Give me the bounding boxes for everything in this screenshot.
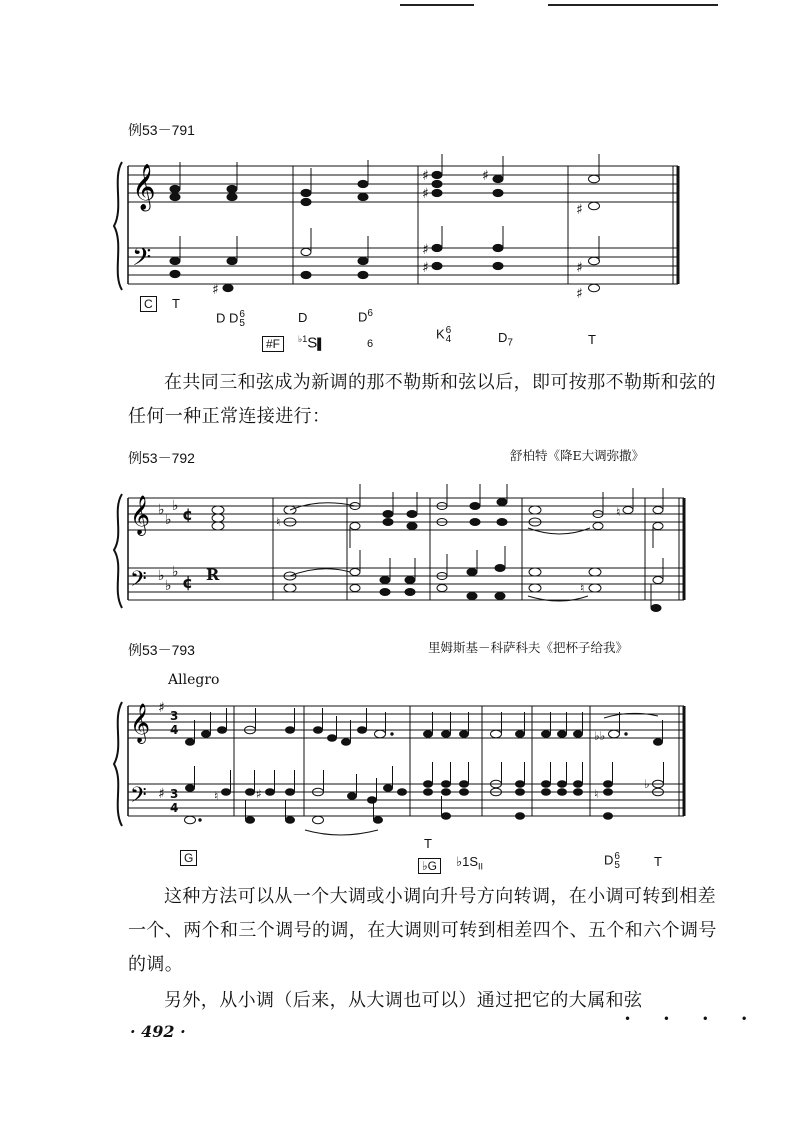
header-rule-left <box>400 4 474 6</box>
analysis-k64: K6 4 <box>436 325 452 345</box>
svg-text:♭: ♭ <box>158 568 165 584</box>
svg-text:♮: ♮ <box>594 787 599 801</box>
svg-text:4: 4 <box>170 801 179 815</box>
key-box-f-sharp: #F <box>262 336 284 352</box>
svg-text:R: R <box>206 565 220 584</box>
svg-text:¢: ¢ <box>182 573 194 592</box>
svg-text:♯: ♯ <box>256 787 262 801</box>
svg-text:♭: ♭ <box>172 564 179 580</box>
example-label-792: 例53－792 <box>128 450 195 466</box>
bass-clef-icon: 𝄢 <box>132 243 152 278</box>
score-example-791 <box>110 148 690 308</box>
analysis-t-final-793: T <box>654 854 662 869</box>
svg-text:¢: ¢ <box>182 505 194 524</box>
example-source-792: 舒柏特《降E大调弥撒》 <box>510 448 645 463</box>
analysis-neapolitan-s: $^{♭1}$S▌ <box>298 334 326 352</box>
key-box-g: G <box>180 850 197 866</box>
svg-text:♯: ♯ <box>482 168 489 184</box>
svg-text:♮: ♮ <box>276 515 281 529</box>
svg-text:♭: ♭ <box>165 512 172 528</box>
svg-text:♮: ♮ <box>580 581 585 595</box>
svg-text:♯: ♯ <box>158 786 165 802</box>
svg-text:♭: ♭ <box>165 578 172 594</box>
svg-text:𝄢: 𝄢 <box>130 783 147 813</box>
svg-text:♭♭: ♭♭ <box>594 729 606 743</box>
svg-text:♯: ♯ <box>576 260 583 276</box>
paragraph-2: 这种方法可以从一个大调或小调向升号方向转调，在小调可转到相差一个、两个和三个调号的调，在大调则可转到相差四个、五个和六个调号的调。 <box>128 886 717 975</box>
analysis-six: 6 <box>367 338 374 350</box>
example-source-793: 里姆斯基－科萨科夫《把杯子给我》 <box>428 640 629 655</box>
svg-text:♯: ♯ <box>422 260 429 276</box>
paragraph-1: 在共同三和弦成为新调的那不勒斯和弦以后，即可按那不勒斯和弦的任何一种正常连接进行： <box>128 372 716 427</box>
analysis-d6: $D^6$ <box>358 308 373 325</box>
analysis-d: D <box>298 310 308 325</box>
header-rule-right <box>548 4 718 6</box>
svg-text:♯: ♯ <box>212 282 219 298</box>
key-box-g-flat: ♭G <box>418 858 441 874</box>
tempo-marking: Allegro <box>168 672 220 688</box>
svg-text:3: 3 <box>170 787 179 801</box>
svg-text:♯: ♯ <box>422 242 429 258</box>
example-label-791: 例53－791 <box>128 122 195 138</box>
analysis-t-final: T <box>588 332 596 347</box>
svg-text:♮: ♮ <box>616 505 621 519</box>
paragraph-3: 另外，从小调（后来，从大调也可以）通过把它的大属和弦 <box>164 990 643 1011</box>
analysis-d7: $D_7$ <box>498 330 513 349</box>
svg-text:♯: ♯ <box>422 168 429 184</box>
score-example-792 <box>110 484 690 619</box>
svg-text:𝄢: 𝄢 <box>130 567 147 597</box>
svg-text:𝄞: 𝄞 <box>130 495 151 535</box>
svg-text:♯: ♯ <box>576 202 583 218</box>
svg-text:𝄞: 𝄞 <box>130 703 151 743</box>
svg-text:♭: ♭ <box>172 498 179 514</box>
analysis-d65-793: D6 5 <box>604 851 620 871</box>
analysis-t-793: T <box>424 836 432 851</box>
page-number: · 492 · <box>130 1022 186 1041</box>
svg-text:♯: ♯ <box>576 286 583 302</box>
analysis-neapolitan-s-793: $♭1S_{II}$ <box>456 854 484 872</box>
emphasis-dots: • • • • <box>624 1012 762 1026</box>
svg-text:♮: ♮ <box>214 789 219 803</box>
svg-text:3: 3 <box>170 709 179 723</box>
analysis-t: T <box>172 296 180 311</box>
key-box-c: C <box>140 296 157 312</box>
analysis-d-d65: D D6 5 <box>216 309 245 329</box>
svg-text:♭: ♭ <box>158 502 165 518</box>
svg-text:♭: ♭ <box>644 777 650 791</box>
svg-text:♯: ♯ <box>422 186 429 202</box>
score-example-793 <box>110 690 690 840</box>
grand-staff-brace <box>114 162 122 290</box>
treble-clef-icon: 𝄞 <box>132 164 156 210</box>
example-label-793: 例53－793 <box>128 642 195 658</box>
svg-text:♯: ♯ <box>158 700 165 716</box>
svg-text:4: 4 <box>170 723 179 737</box>
